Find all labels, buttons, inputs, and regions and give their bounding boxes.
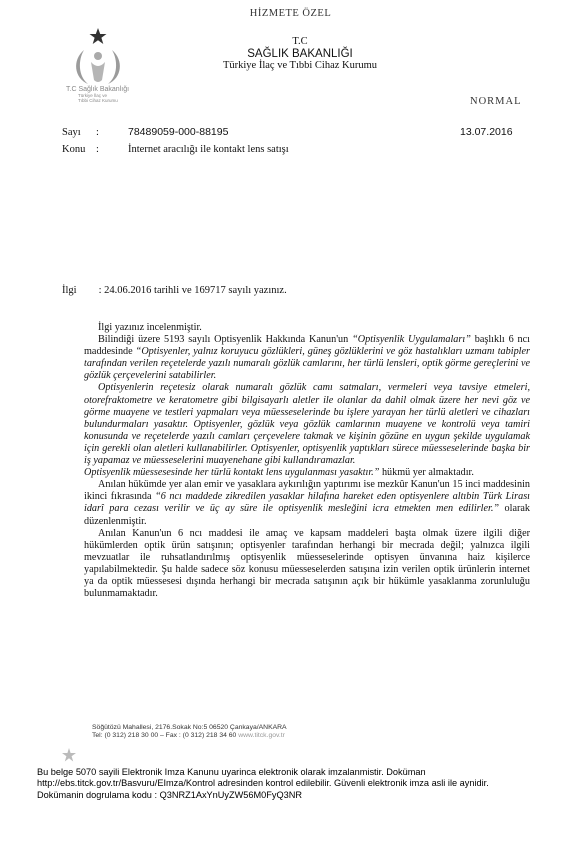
ilgi-row: [62, 285, 287, 296]
p2-quote: “Optisyenler, yalnız koruyucu gözlükleri, güneş gözlüklerini ve göz hastalıkları uzmanı tabipler tarafından verilen reçetelerde yazılı numaralı gözlük camlarını, her türlü lensleri, optik görme gereçlerini ve gözlük çerçevelerini satabilirler.: [84, 346, 530, 382]
p4-quote: Optisyenlik müessesesinde her türlü kontakt lens uygulanması yasaktır.”: [84, 467, 380, 479]
konu-row: [62, 143, 382, 156]
agency-name: Türkiye İlaç ve Tıbbi Cihaz Kurumu: [222, 60, 378, 71]
p5-quote: “6 ncı maddede zikredilen yasaklar hilafına hareket eden optisyenlere altıbin Türk Lirası idarî para cezası verilir ve üç ay süre ile optisyenlik mesleğini icra etmekten men edilirler.”: [84, 491, 530, 515]
logo-caption: [66, 86, 129, 103]
tc-label: T.C: [292, 36, 308, 47]
hizmete-ozel-stamp: HİZMETE ÖZEL: [249, 8, 332, 19]
footer-contact: [92, 732, 287, 740]
classification-label: NORMAL: [470, 96, 522, 107]
konu-label: Konu: [62, 144, 86, 155]
esign-verification-code: Dokümanin dogrulama kodu : Q3NRZ1AxYnUyZW56M0FyQ3NR: [37, 789, 303, 800]
logo-title: T.C Sağlık Bakanlığı: [66, 86, 130, 93]
p5-text-a: Anılan hükümde yer alan emir ve yasaklara aykırılığın yaptırımı ise mezkûr Kanun'un 15 inci maddesinin ikinci fıkrasında: [84, 479, 530, 503]
footer-url: www.titck.gov.tr: [238, 732, 285, 740]
letterhead: [140, 36, 460, 72]
p4-text: hükmü yer almaktadır.: [379, 467, 474, 479]
konu-colon: :: [96, 144, 99, 155]
sayi-colon: :: [96, 127, 99, 138]
footer-address-block: [92, 724, 287, 741]
sayi-value: 78489059-000-88195: [128, 126, 229, 138]
logo-subtitle-2: Tıbbi Cihaz Kurumu: [78, 98, 118, 103]
paragraph-6: Anılan Kanun'un 6 ncı maddesi ile amaç ve kapsam maddeleri başta olmak üzere ilgili diğer hükümlerden optik ürün satışının; optisyenler tarafından herhangi bir mecrada değil; yalnızca ilgili mevzuatlar ile ruhsatlandırılmış optisyenlik müesseselerinde optisyen ünvanına haiz kişilerce yapılabilmektedir. Şu halde sadece söz konusu müesseselerden satışına izin verilen optik ürünlerin internet ya da optik müessesesi dışında herhangi bir mecrada satışının açık bir hükümle yasaklanma zorunluluğu bulunmamaktadır.: [84, 527, 530, 600]
p2-quote-title: “Optisyenlik Uygulamaları”: [352, 334, 471, 346]
footer-address: Söğütözü Mahallesi, 2176.Sokak No:5 06520 Çankaya/ANKARA: [92, 724, 287, 731]
document-date: 13.07.2016: [460, 126, 513, 138]
esign-line-1: Bu belge 5070 sayili Elektronik Imza Kanunu uyarinca elektronik olarak imzalanmistir. Doküman: [37, 767, 426, 777]
esign-line-2: http://ebs.titck.gov.tr/Basvuru/EImza/Kontrol adresinden kontrol edilebilir. Güvenli elektronik imza asli ile aynidir.: [37, 778, 489, 789]
logo-subtitle-1: Türkiye İlaç ve: [78, 93, 108, 98]
paragraph-1: İlgi yazınız incelenmiştir.: [98, 322, 202, 333]
p2-text-c: başlıklı 6 ncı maddesinde: [84, 334, 531, 358]
ilgi-label: İlgi: [62, 285, 77, 296]
footer-star-icon: [62, 748, 76, 762]
ministry-name: SAĞLIK BAKANLIĞI: [247, 48, 353, 60]
paragraph-2: [84, 334, 530, 382]
sayi-label: Sayı: [62, 127, 81, 138]
p5-text-c: olarak düzenlenmiştir.: [84, 503, 530, 527]
p2-text-a: Bilindiği üzere 5193 sayılı Optisyenlik Hakkında Kanun'un: [98, 334, 353, 346]
ministry-logo: [48, 26, 148, 112]
konu-value: İnternet aracılığı ile kontakt lens satışı: [128, 144, 289, 155]
letter-body: [84, 322, 530, 600]
ilgi-value: : 24.06.2016 tarihli ve 169717 sayılı yazınız.: [98, 285, 287, 296]
footer-phone: Tel: (0 312) 218 30 00 – Fax : (0 312) 218 34 60: [92, 732, 237, 740]
paragraph-5: [84, 479, 530, 527]
paragraph-3: Optisyenlerin reçetesiz olarak numaralı gözlük camı satmaları, vermeleri veya tavsiye etmeleri, otorefraktometre ve keratometre gibi bilgisayarlı aletler ile olanlar da dahil olmak üzere her nevi göz ve görme muayene ve testleri yapmaları veya müesseselerinde bu işlere yarayan her türlü aletleri ve cihazları bulundurmaları yasaktır. Optisyenler, gözlük veya gözlük camlarının muayene ve kontrolü veya tamiri konusunda ve reçetelerde yazılı camları çerçevelere takmak ve kişinin gözüne en uygun şekilde uygulamak için gerekli olan aletleri kullanabilirler. Optisyenler, optisyenlik yaptıkları sürece müesseselerinde başka bir iş yapamaz ve müesseselerini muayenehane gibi kullandıramazlar.: [84, 382, 530, 467]
sayi-row: [62, 126, 382, 139]
paragraph-4: [84, 467, 530, 479]
electronic-signature-notice: [37, 767, 557, 801]
